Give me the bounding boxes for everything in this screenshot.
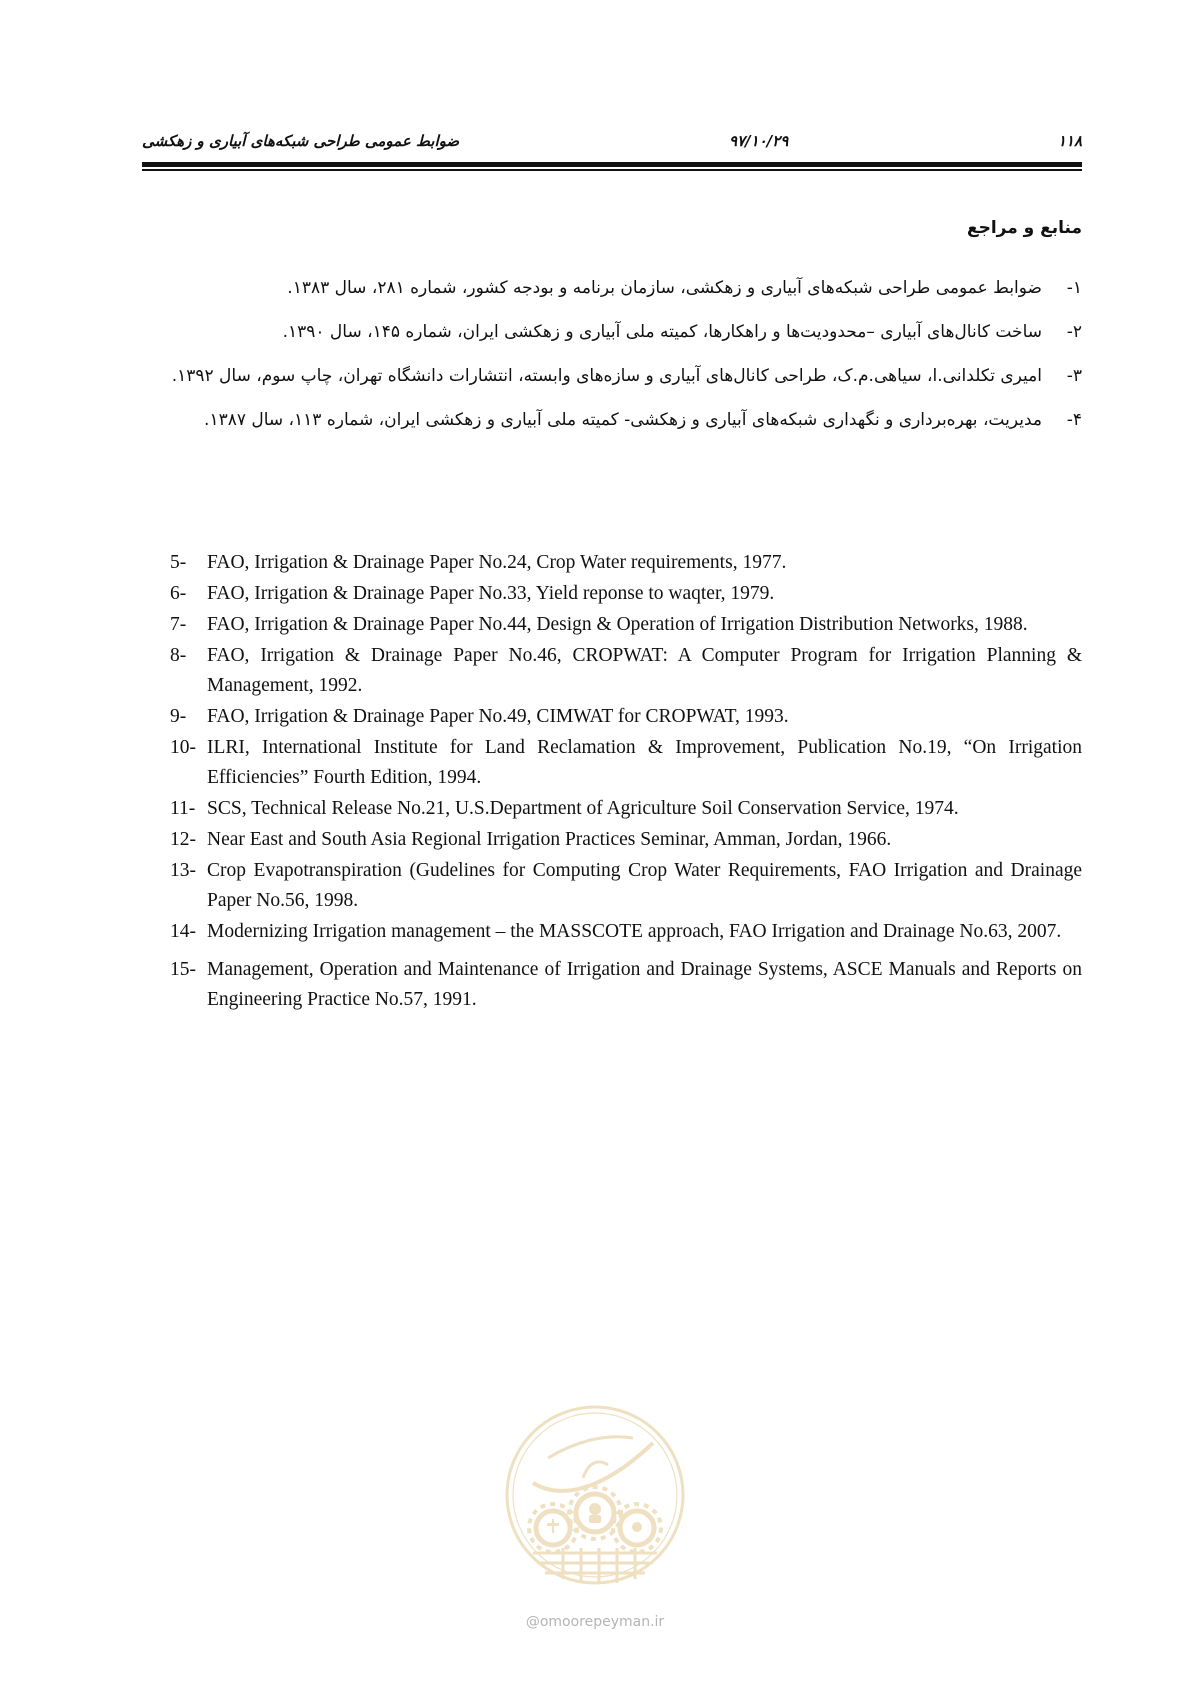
reference-item [142,398,1082,442]
reference-number: 15- [170,959,196,980]
reference-text: FAO, Irrigation & Drainage Paper No.24, Crop Water requirements, 1977. [207,552,787,573]
reference-item [170,794,1082,824]
reference-number: 6- [170,583,187,604]
page-number: ۱۱۸ [1057,132,1082,150]
reference-text: FAO, Irrigation & Drainage Paper No.33, Yield reponse to waqter, 1979. [207,583,775,604]
reference-item [170,702,1082,732]
reference-item [170,917,1082,947]
reference-number: ۱- [1066,278,1082,298]
reference-item [142,266,1082,310]
header-rule-thin [142,169,1082,171]
reference-text: امیری تکلدانی.ا، سیاهی.م.ک، طراحی کانال‌های آبیاری و سازه‌های وابسته، انتشارات دانشگاه تهران، چاپ سوم، سال ۱۳۹۲. [171,366,1042,386]
reference-number: 10- [170,737,196,758]
reference-number: 5- [170,552,187,573]
watermark-site-text: @omoorepeyman.ir [525,1614,665,1630]
reference-item [170,641,1082,701]
reference-item [170,579,1082,609]
reference-text: ILRI, International Institute for Land Reclamation & Improvement, Publication No.19, “On Irrigation Efficiencies” Fourth Edition, 1994. [207,737,1082,788]
reference-number: ۳- [1066,366,1082,386]
reference-text: ساخت کانال‌های آبیاری –محدودیت‌ها و راهکارها، کمیته ملی آبیاری و زهکشی ایران، شماره ۱۴۵، سال ۱۳۹۰. [282,322,1042,342]
header-rule-thick [142,162,1082,167]
persian-reference-list [142,266,1082,442]
reference-number: 13- [170,860,196,881]
reference-text: ضوابط عمومی طراحی شبکه‌های آبیاری و زهکشی، سازمان برنامه و بودجه کشور، شماره ۲۸۱، سال ۱۳۸۳. [287,278,1042,298]
reference-number: ۴- [1066,410,1082,430]
header-date: ۹۷/۱۰/۲۹ [729,132,789,150]
reference-number: 14- [170,921,196,942]
reference-text: Crop Evapotranspiration (Gudelines for Computing Crop Water Requirements, FAO Irrigation and Drainage Paper No.56, 1998. [207,860,1082,911]
reference-item [170,548,1082,578]
reference-number: 7- [170,614,187,635]
reference-text: FAO, Irrigation & Drainage Paper No.46, CROPWAT: A Computer Program for Irrigation Planning & Management, 1992. [207,645,1082,696]
reference-text: SCS, Technical Release No.21, U.S.Department of Agriculture Soil Conservation Service, 1974. [207,798,959,819]
reference-text: FAO, Irrigation & Drainage Paper No.49, CIMWAT for CROPWAT, 1993. [207,706,789,727]
reference-item [170,610,1082,640]
reference-item [142,354,1082,398]
reference-number: 12- [170,829,196,850]
reference-item [170,733,1082,793]
reference-number: 9- [170,706,187,727]
reference-number: ۲- [1066,322,1082,342]
reference-text: Modernizing Irrigation management – the MASSCOTE approach, FAO Irrigation and Drainage No.63, 2007. [207,921,1062,942]
reference-text: FAO, Irrigation & Drainage Paper No.44, Design & Operation of Irrigation Distribution Networks, 1988. [207,614,1028,635]
header-title: ضوابط عمومی طراحی شبکه‌های آبیاری و زهکشی [142,132,460,150]
reference-text: Management, Operation and Maintenance of Irrigation and Drainage Systems, ASCE Manuals and Reports on Engineering Practice No.57, 1991. [207,959,1082,1010]
reference-item [170,955,1082,1015]
reference-item [170,856,1082,916]
reference-item [170,825,1082,855]
watermark-logo [503,1403,687,1587]
reference-text: مدیریت، بهره‌برداری و نگهداری شبکه‌های آبیاری و زهکشی- کمیته ملی آبیاری و زهکشی ایران، شماره ۱۱۳، سال ۱۳۸۷. [204,410,1042,430]
page-header [142,128,1082,154]
reference-item [142,310,1082,354]
reference-number: 11- [170,798,196,819]
section-heading: منابع و مراجع [966,218,1082,238]
english-reference-list [170,548,1082,1016]
reference-text: Near East and South Asia Regional Irrigation Practices Seminar, Amman, Jordan, 1966. [207,829,892,850]
reference-number: 8- [170,645,187,666]
